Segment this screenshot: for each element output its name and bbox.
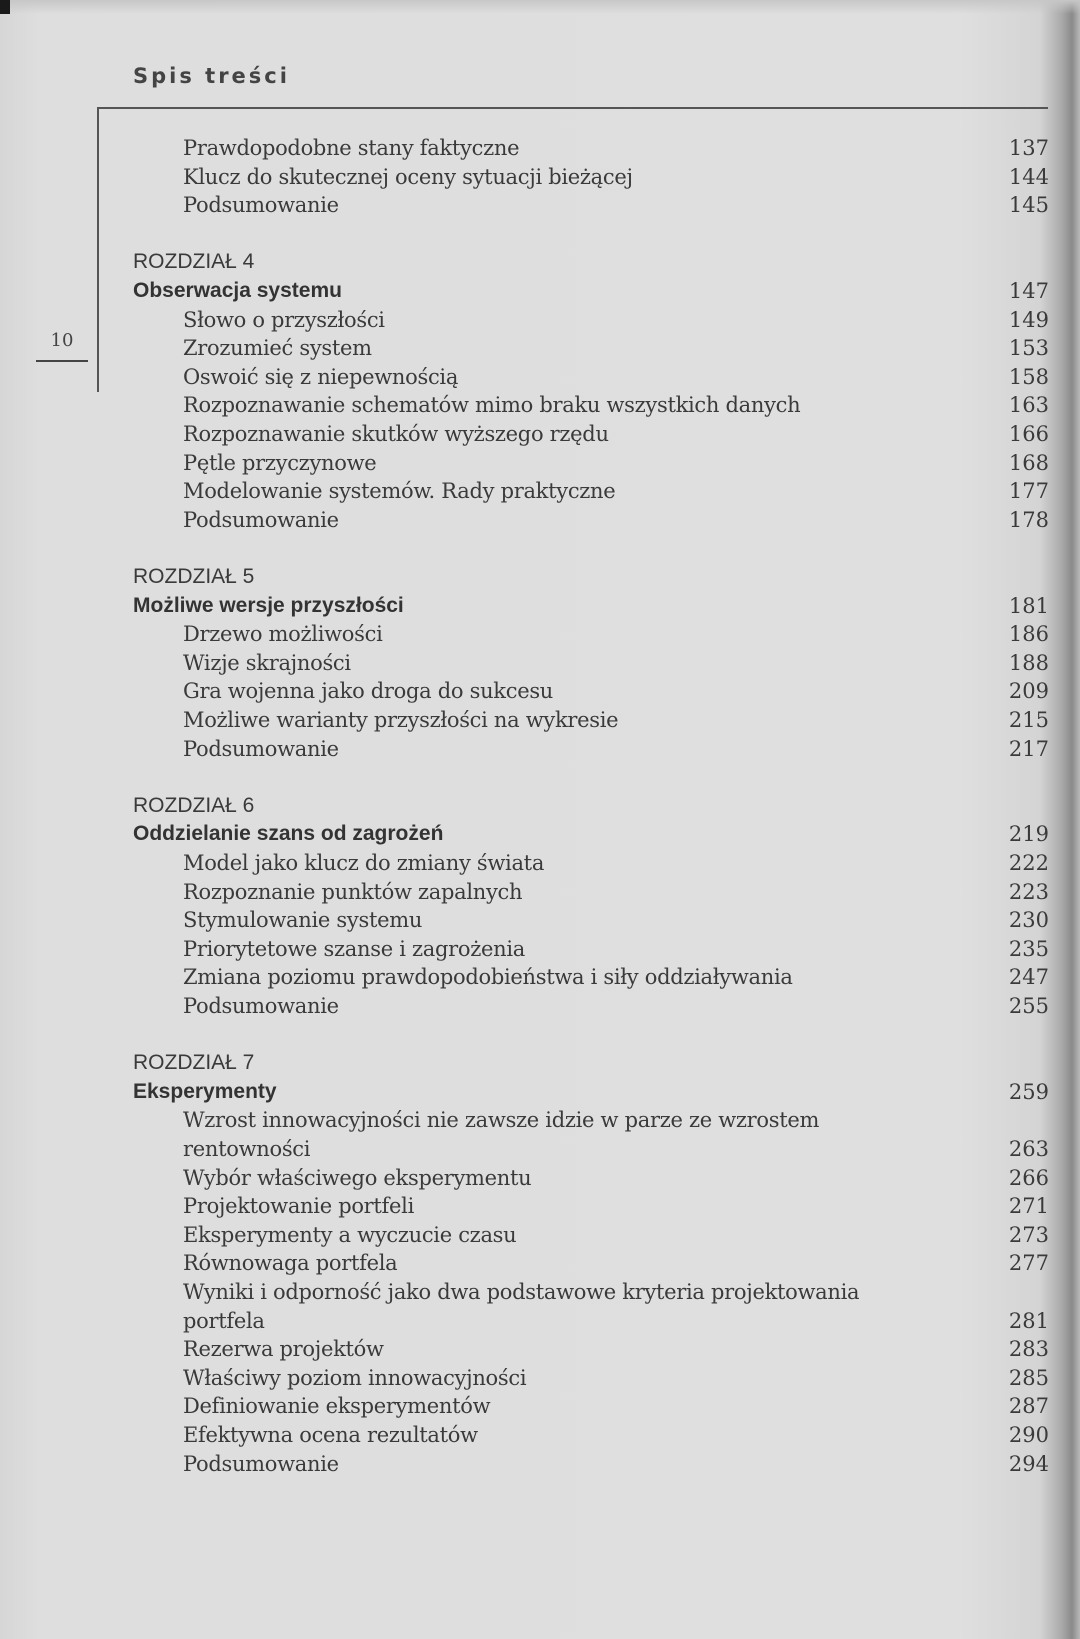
- toc-entry-title: Priorytetowe szanse i zagrożenia: [183, 936, 525, 961]
- toc-entry-page: 277: [1008, 1251, 1049, 1276]
- toc-entry-title: Słowo o przyszłości: [183, 307, 385, 332]
- toc-entry-page: 158: [1008, 364, 1049, 389]
- toc-entry-title: Rozpoznanie punktów zapalnych: [183, 879, 523, 904]
- toc-entry-title: Drzewo możliwości: [183, 622, 383, 647]
- chapter-label: ROZDZIAŁ 5: [133, 565, 255, 588]
- toc-entry-page: 188: [1008, 650, 1049, 675]
- toc-entry-page: 145: [1008, 193, 1049, 218]
- toc-entry-page: 163: [1008, 393, 1049, 418]
- toc-entry-title: Podsumowanie: [183, 994, 339, 1018]
- toc-entry-page: 186: [1008, 622, 1049, 647]
- toc-entry-page: 230: [1008, 908, 1049, 933]
- toc-entry-title-continuation: rentowności: [183, 1137, 311, 1161]
- chapter-page: 147: [1008, 279, 1049, 303]
- chapter-title: Eksperymenty: [133, 1079, 277, 1103]
- toc-entry-title: Rozpoznawanie skutków wyższego rzędu: [183, 422, 609, 446]
- toc-entry-title: Wybór właściwego eksperymentu: [183, 1165, 532, 1190]
- toc-entry-page: 235: [1008, 936, 1049, 961]
- toc-entry-title-continuation: portfela: [183, 1308, 265, 1333]
- toc-entry-title: Równowaga portfela: [183, 1251, 398, 1276]
- toc-entry-title: Możliwe warianty przyszłości na wykresie: [183, 708, 619, 732]
- toc-entry-title: Oswoić się z niepewnością: [183, 364, 459, 389]
- toc-entry-page: 144: [1008, 164, 1049, 189]
- running-title: Spis treści: [133, 64, 290, 88]
- toc-entry-page: 223: [1008, 879, 1049, 904]
- toc-entry-page: 290: [1008, 1423, 1049, 1447]
- toc-entry-title: Zmiana poziomu prawdopodobieństwa i siły oddziaływania: [183, 965, 793, 990]
- toc-entry-title: Wyniki i odporność jako dwa podstawowe kryteria projektowania: [183, 1280, 860, 1304]
- toc-entry-page: 247: [1008, 965, 1049, 990]
- toc-entry-page: 178: [1008, 507, 1049, 532]
- toc-entry-page: 149: [1008, 307, 1049, 332]
- toc-entry-page: 294: [1008, 1451, 1049, 1476]
- toc-entry-page: 137: [1008, 136, 1049, 160]
- chapter-page: 219: [1008, 822, 1049, 847]
- toc-entry-title: Projektowanie portfeli: [183, 1194, 414, 1219]
- toc-entry-title: Prawdopodobne stany faktyczne: [183, 136, 520, 160]
- toc-entry-title: Gra wojenna jako droga do sukcesu: [183, 679, 554, 704]
- toc-entry-title: Podsumowanie: [183, 193, 339, 218]
- toc-entry-page: 255: [1008, 994, 1049, 1018]
- page-number: 10: [50, 330, 74, 351]
- toc-entry-page: 273: [1008, 1222, 1049, 1247]
- toc-entry-title: Pętle przyczynowe: [183, 450, 377, 475]
- toc-entry-page: 285: [1008, 1365, 1049, 1390]
- toc-entry-page: 215: [1008, 708, 1049, 732]
- page-top-shadow: [0, 0, 1080, 14]
- toc-entry-page: 283: [1008, 1337, 1049, 1362]
- scan-corner-mark: [0, 0, 10, 14]
- toc-entry-title: Stymulowanie systemu: [183, 908, 423, 933]
- chapter-label: ROZDZIAŁ 4: [133, 250, 255, 274]
- chapter-label: ROZDZIAŁ 6: [133, 793, 255, 817]
- toc-entry-title: Modelowanie systemów. Rady praktyczne: [183, 479, 616, 504]
- toc-entry-page: 271: [1008, 1194, 1049, 1219]
- toc-entry-page: 168: [1008, 450, 1049, 475]
- toc-entry-title: Podsumowanie: [183, 507, 339, 532]
- toc-entry-page: 263: [1008, 1137, 1049, 1161]
- toc-entry-title: Eksperymenty a wyczucie czasu: [183, 1222, 517, 1247]
- toc-entry-page: 166: [1008, 422, 1049, 446]
- toc-entry-title: Zrozumieć system: [183, 336, 372, 361]
- toc-entry-page: 222: [1008, 851, 1049, 875]
- toc-entry-title: Efektywna ocena rezultatów: [183, 1423, 478, 1447]
- toc-entry-page: 153: [1008, 336, 1049, 361]
- page-number-underline: [36, 360, 88, 362]
- chapter-page: 181: [1008, 593, 1049, 618]
- toc-entry-title: Podsumowanie: [183, 736, 339, 761]
- chapter-label: ROZDZIAŁ 7: [133, 1051, 255, 1075]
- toc-entry-page: 287: [1008, 1394, 1049, 1419]
- toc-entry-title: Właściwy poziom innowacyjności: [183, 1365, 527, 1390]
- toc-entry-title: Klucz do skutecznej oceny sytuacji bieżącej: [183, 164, 633, 189]
- toc-entry-page: 217: [1008, 736, 1049, 761]
- toc-entry-page: 266: [1008, 1165, 1049, 1190]
- toc-entry-title: Podsumowanie: [183, 1451, 339, 1476]
- chapter-title: Obserwacja systemu: [133, 279, 342, 302]
- chapter-title: Możliwe wersje przyszłości: [133, 593, 404, 617]
- toc-entry-title: Wzrost innowacyjności nie zawsze idzie w parze ze wzrostem: [183, 1108, 820, 1133]
- chapter-page: 259: [1008, 1079, 1049, 1104]
- header-rule: [97, 107, 1048, 109]
- toc-entry-title: Model jako klucz do zmiany świata: [183, 851, 545, 875]
- chapter-title: Oddzielanie szans od zagrożeń: [133, 822, 444, 846]
- toc-entry-title: Definiowanie eksperymentów: [183, 1394, 491, 1419]
- toc-entry-page: 177: [1008, 479, 1049, 504]
- toc-entry-page: 281: [1008, 1308, 1049, 1333]
- toc-entry-page: 209: [1008, 679, 1049, 704]
- toc-entry-title: Rezerwa projektów: [183, 1337, 384, 1362]
- margin-rule: [97, 107, 99, 392]
- toc-entry-title: Wizje skrajności: [183, 650, 351, 675]
- toc-entry-title: Rozpoznawanie schematów mimo braku wszystkich danych: [183, 393, 801, 418]
